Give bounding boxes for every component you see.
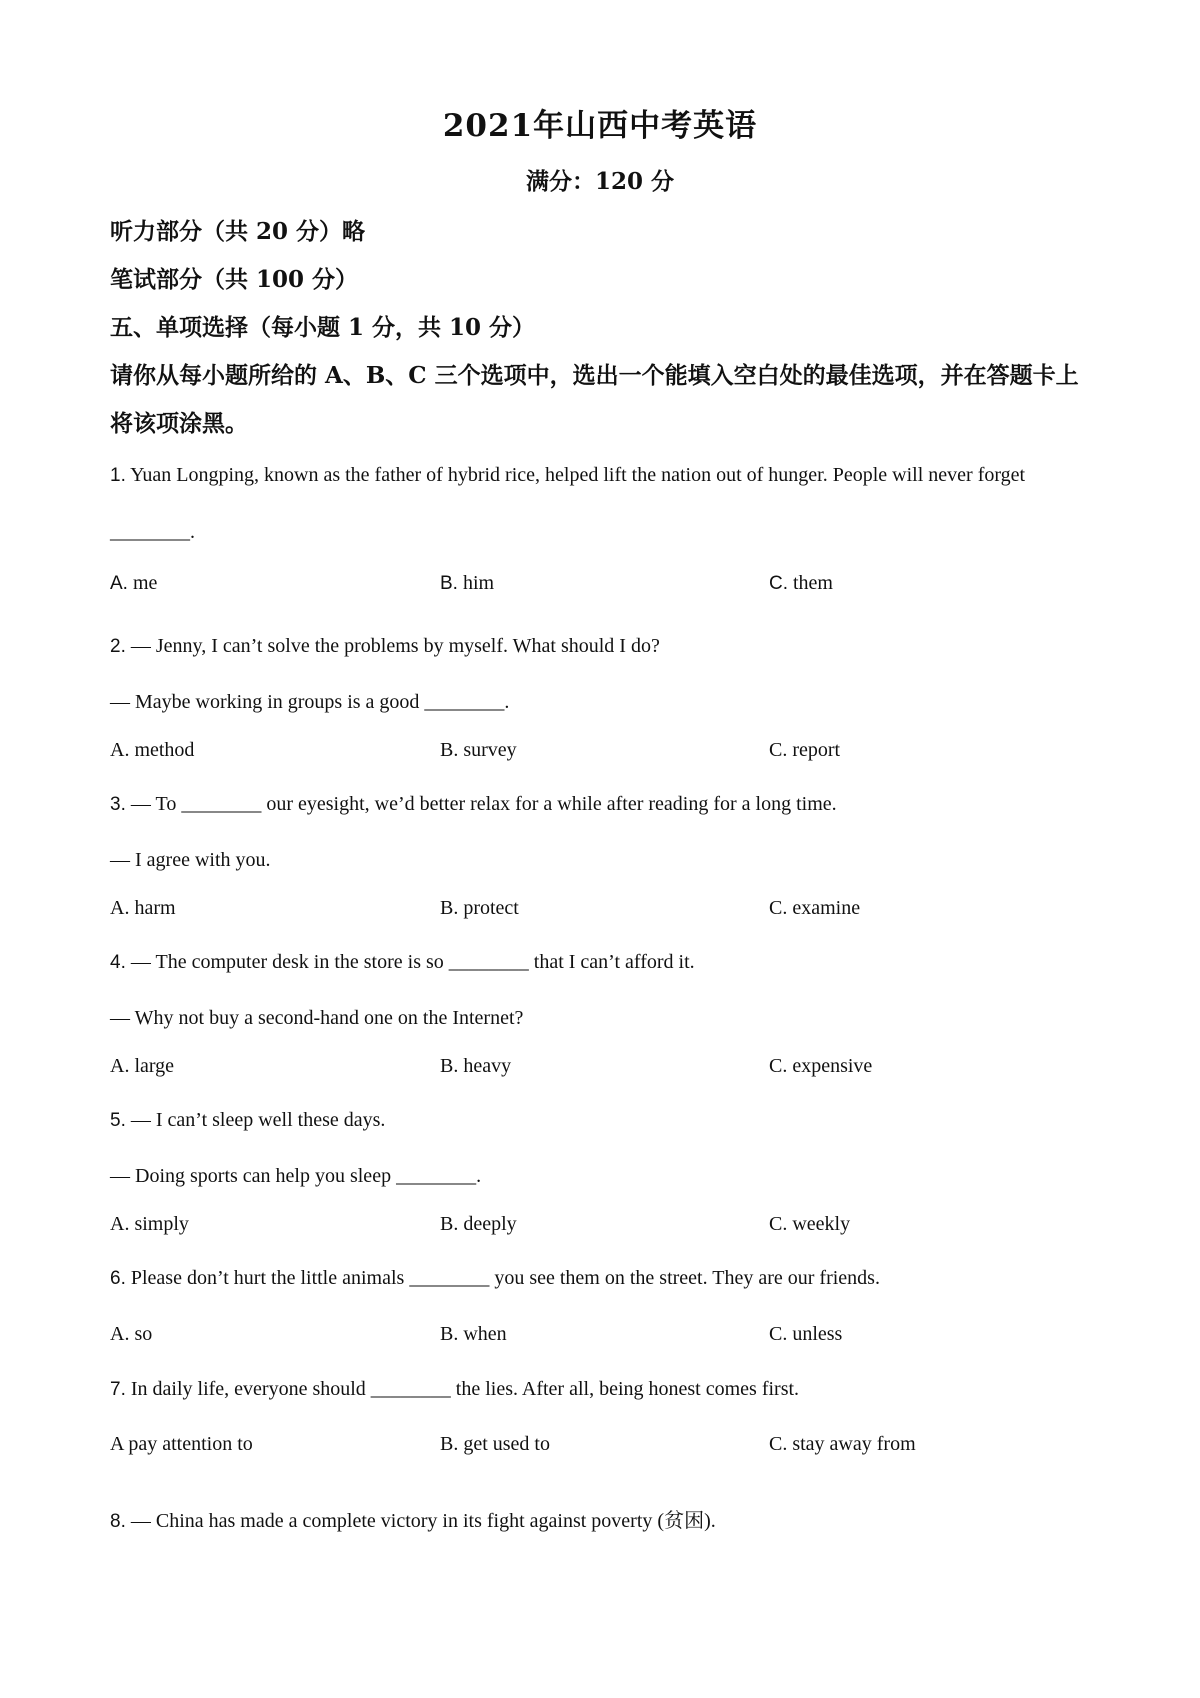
question-2-option-b[interactable]: B. survey [440,739,517,761]
question-stem: — The computer desk in the store is so ________ that I can’t afford it. [130,951,695,973]
question-stem: — To ________ our eyesight, we’d better relax for a while after reading for a long time. [130,793,837,815]
question-5-option-c[interactable]: C. weekly [769,1213,851,1235]
question-6 [110,1267,880,1290]
question-2-option-a[interactable]: A. method [110,739,195,761]
question-1-option-b[interactable] [440,572,494,595]
question-3-option-b[interactable]: B. protect [440,897,519,919]
question-4-option-a[interactable]: A. large [110,1055,175,1077]
question-8 [110,1504,716,1533]
question-3-reply: — I agree with you. [110,849,271,871]
question-6-option-b[interactable]: B. when [440,1323,507,1345]
question-2-reply: — Maybe working in groups is a good ________. [110,691,510,713]
option-letter: B. [440,573,458,594]
question-number: 1. [110,465,126,486]
question-5-reply: — Doing sports can help you sleep ________. [110,1165,482,1187]
question-6-option-c[interactable]: C. unless [769,1323,843,1345]
question-4 [110,951,695,974]
question-2 [110,635,660,658]
question-7-option-c[interactable]: C. stay away from [769,1433,916,1455]
question-stem: — Jenny, I can’t solve the problems by myself. What should I do? [130,635,660,657]
option-text: me [132,572,158,594]
exam-title: 2021年山西中考英语 [442,108,758,144]
question-stem: — I can’t sleep well these days. [130,1109,386,1131]
instructions: 请你从每小题所给的 A、B、C 三个选项中，选出一个能填入空白处的最佳选项，并在答题卡上将该项涂黑。 [110,362,1079,437]
question-number: 5. [110,1110,126,1131]
question-stem: Yuan Longping, known as the father of hybrid rice, helped lift the nation out of hunger. People will never forget ________. [110,464,1026,543]
option-text: them [793,572,833,594]
question-3-option-c[interactable]: C. examine [769,897,861,919]
question-7-option-b[interactable]: B. get used to [440,1433,550,1455]
question-3 [110,793,837,816]
question-stem: Please don’t hurt the little animals ________ you see them on the street. They are our friends. [130,1267,880,1289]
question-number: 6. [110,1268,126,1289]
question-6-option-a[interactable]: A. so [110,1323,153,1345]
option-letter: C. [769,573,788,594]
question-3-option-a[interactable]: A. harm [110,897,176,919]
question-7 [110,1378,799,1401]
option-letter: A. [110,573,128,594]
question-2-option-c[interactable]: C. report [769,739,841,761]
question-4-option-c[interactable]: C. expensive [769,1055,873,1077]
option-text: him [462,572,495,594]
question-number: 8. [110,1511,126,1532]
question-1 [110,447,1100,560]
question-4-reply: — Why not buy a second-hand one on the Internet? [110,1007,524,1029]
question-number: 2. [110,636,126,657]
question-stem: In daily life, everyone should ________ the lies. After all, being honest comes first. [130,1378,800,1400]
question-1-option-c[interactable] [769,572,833,595]
question-7-option-a[interactable]: A pay attention to [110,1433,253,1455]
question-number: 3. [110,794,126,815]
writing-section-heading: 笔试部分（共 100 分） [110,266,359,293]
question-5-option-b[interactable]: B. deeply [440,1213,517,1235]
listening-section-heading: 听力部分（共 20 分）略 [110,218,366,245]
question-5-option-a[interactable]: A. simply [110,1213,189,1235]
question-5 [110,1109,385,1132]
question-4-option-b[interactable]: B. heavy [440,1055,512,1077]
question-stem: — China has made a complete victory in its fight against poverty (贫困). [130,1510,716,1532]
part5-heading: 五、单项选择（每小题 1 分，共 10 分） [110,314,536,341]
question-1-option-a[interactable] [110,572,157,595]
full-score: 满分：120 分 [525,168,675,195]
question-number: 7. [110,1379,126,1400]
question-number: 4. [110,952,126,973]
